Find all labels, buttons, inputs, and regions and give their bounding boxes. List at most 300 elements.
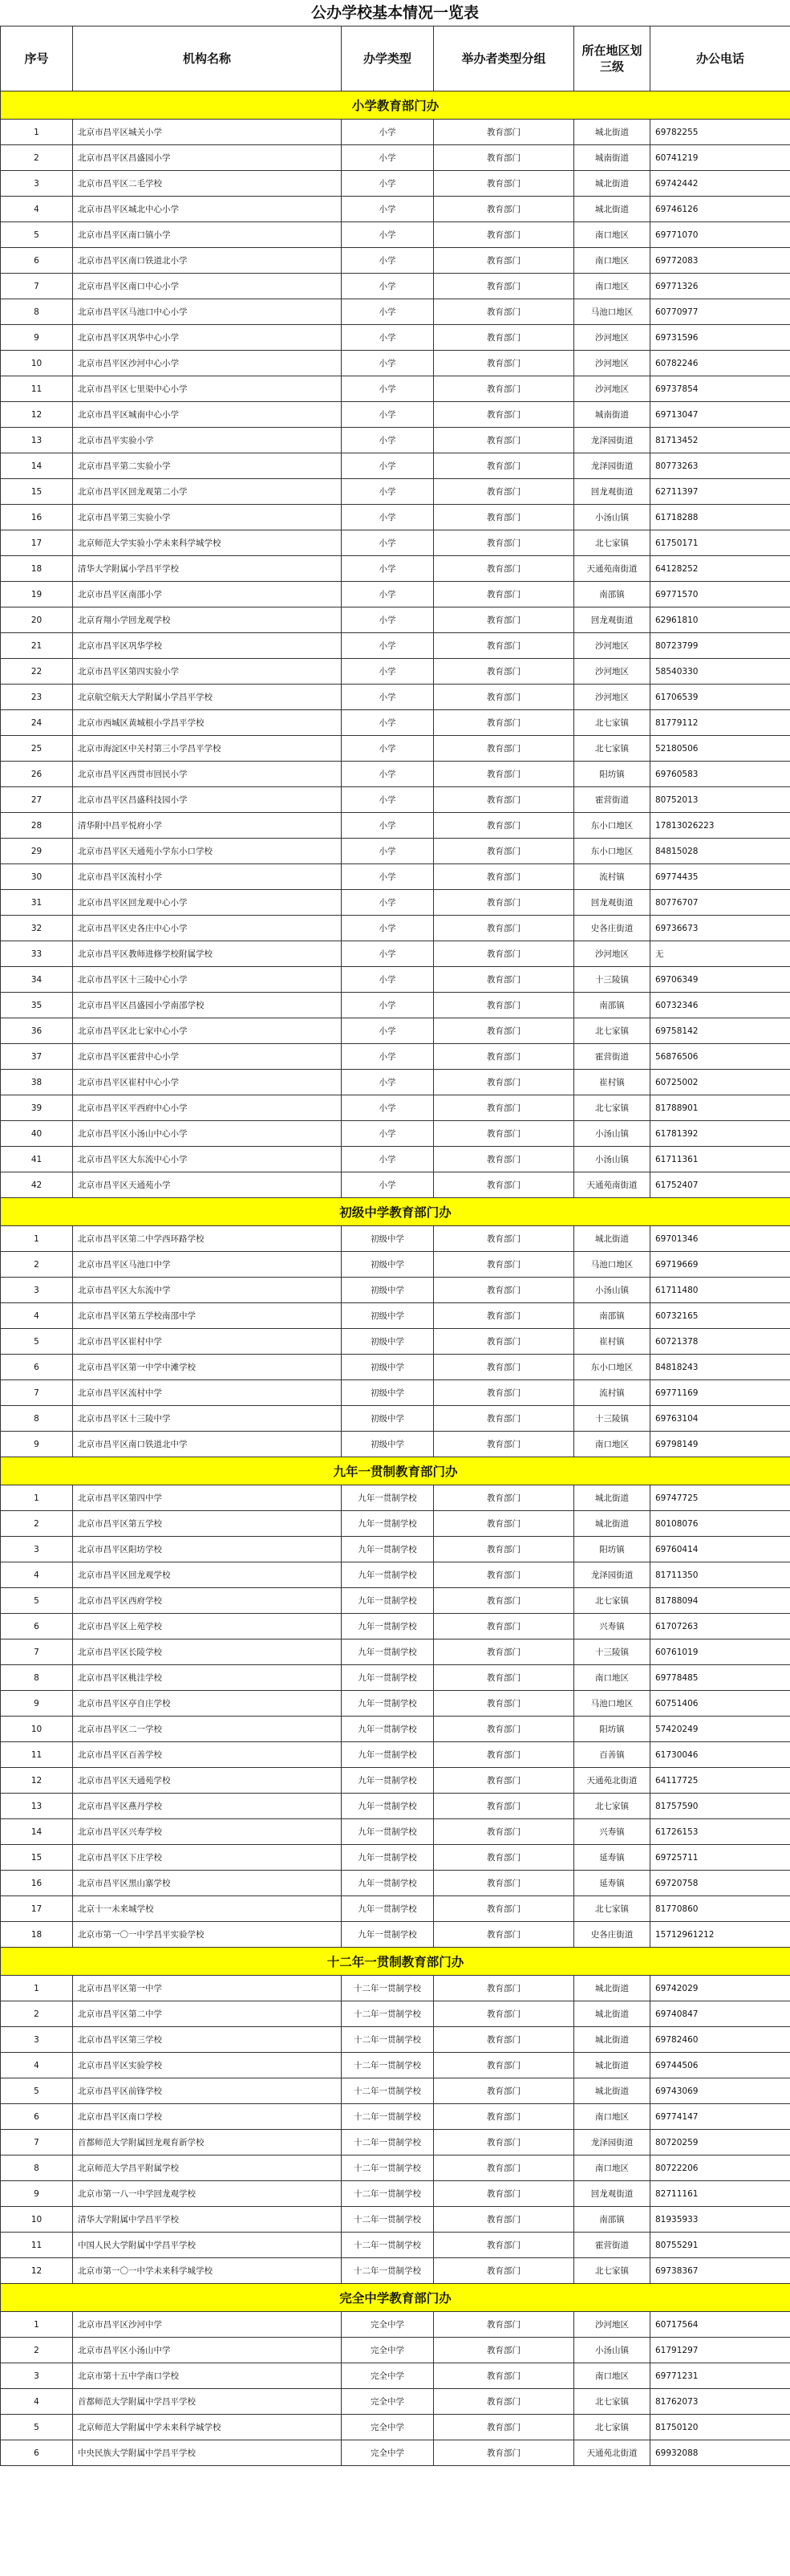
table-row: [1, 1070, 790, 1095]
cell-index: 13: [1, 428, 73, 453]
cell-phone: 52180506: [650, 736, 790, 762]
cell-school-type: 小学: [342, 685, 434, 710]
cell-school-type: 小学: [342, 993, 434, 1018]
cell-index: 17: [1, 530, 73, 556]
table-row: [1, 1095, 790, 1121]
cell-index: 10: [1, 2207, 73, 2233]
cell-district: 回龙观街道: [574, 890, 650, 916]
cell-organizer-group: 教育部门: [434, 1252, 574, 1278]
cell-organizer-group: 教育部门: [434, 1095, 574, 1121]
cell-phone: 69736673: [650, 916, 790, 941]
table-row: [1, 2078, 790, 2104]
cell-org-name: 北京市昌平区西贯市回民小学: [73, 762, 342, 787]
cell-org-name: 北京市昌平区城关小学: [73, 120, 342, 145]
cell-org-name: 北京市昌平区南口镇小学: [73, 222, 342, 248]
cell-organizer-group: 教育部门: [434, 1794, 574, 1819]
cell-org-name: 北京市第一〇一中学未来科学城学校: [73, 2258, 342, 2284]
cell-org-name: 北京市昌平区南口中心小学: [73, 274, 342, 299]
cell-district: 城北街道: [574, 171, 650, 197]
cell-district: 南邵镇: [574, 582, 650, 607]
cell-organizer-group: 教育部门: [434, 2181, 574, 2207]
cell-organizer-group: 教育部门: [434, 916, 574, 941]
cell-school-type: 小学: [342, 659, 434, 685]
cell-school-type: 十二年一贯制学校: [342, 2078, 434, 2104]
table-row: [1, 916, 790, 941]
table-row: [1, 1432, 790, 1457]
cell-district: 城北街道: [574, 1485, 650, 1511]
table-row: [1, 1355, 790, 1380]
table-row: [1, 1976, 790, 2001]
cell-phone: 81750120: [650, 2415, 790, 2440]
table-row: [1, 839, 790, 864]
cell-org-name: 北京市昌平区小汤山中心小学: [73, 1121, 342, 1147]
cell-school-type: 小学: [342, 1044, 434, 1070]
cell-index: 17: [1, 1896, 73, 1922]
cell-school-type: 小学: [342, 967, 434, 993]
table-row: [1, 2440, 790, 2466]
cell-organizer-group: 教育部门: [434, 556, 574, 582]
cell-district: 延寿镇: [574, 1871, 650, 1896]
table-row: [1, 582, 790, 607]
table-row: [1, 453, 790, 479]
section-header-row: [1, 2284, 790, 2312]
cell-index: 23: [1, 685, 73, 710]
cell-school-type: 九年一贯制学校: [342, 1511, 434, 1537]
table-row: [1, 1278, 790, 1303]
cell-index: 5: [1, 1588, 73, 1614]
cell-district: 沙河地区: [574, 351, 650, 376]
cell-district: 城北街道: [574, 1976, 650, 2001]
cell-school-type: 九年一贯制学校: [342, 1742, 434, 1768]
cell-phone: 15712961212: [650, 1922, 790, 1948]
header-org-name: 机构名称: [73, 26, 342, 91]
cell-district: 十三陵镇: [574, 1639, 650, 1665]
cell-organizer-group: 教育部门: [434, 1896, 574, 1922]
cell-phone: 60717564: [650, 2312, 790, 2338]
cell-organizer-group: 教育部门: [434, 1303, 574, 1329]
cell-phone: 69763104: [650, 1406, 790, 1432]
cell-school-type: 九年一贯制学校: [342, 1717, 434, 1742]
table-row: [1, 556, 790, 582]
cell-school-type: 小学: [342, 145, 434, 171]
table-row: [1, 428, 790, 453]
cell-organizer-group: 教育部门: [434, 1226, 574, 1252]
table-row: [1, 967, 790, 993]
cell-phone: 无: [650, 941, 790, 967]
cell-org-name: 北京市昌平区燕丹学校: [73, 1794, 342, 1819]
cell-org-name: 北京市昌平区兴寿学校: [73, 1819, 342, 1845]
cell-phone: 69771326: [650, 274, 790, 299]
cell-school-type: 小学: [342, 222, 434, 248]
cell-org-name: 北京市昌平区第五学校南邵中学: [73, 1303, 342, 1329]
cell-index: 4: [1, 1562, 73, 1588]
cell-district: 北七家镇: [574, 710, 650, 736]
cell-district: 十三陵镇: [574, 967, 650, 993]
table-row: [1, 864, 790, 890]
cell-index: 3: [1, 2363, 73, 2389]
cell-phone: 80108076: [650, 1511, 790, 1537]
cell-district: 霍营街道: [574, 2233, 650, 2258]
header-index: 序号: [1, 26, 73, 91]
cell-org-name: 北京市昌平区马池口中心小学: [73, 299, 342, 325]
cell-organizer-group: 教育部门: [434, 171, 574, 197]
cell-district: 城北街道: [574, 2078, 650, 2104]
table-row: [1, 1896, 790, 1922]
table-row: [1, 787, 790, 813]
table-row: [1, 2312, 790, 2338]
cell-organizer-group: 教育部门: [434, 2078, 574, 2104]
cell-index: 14: [1, 453, 73, 479]
cell-district: 崔村镇: [574, 1070, 650, 1095]
table-row: [1, 2258, 790, 2284]
cell-organizer-group: 教育部门: [434, 1691, 574, 1717]
section-header-row: [1, 1948, 790, 1976]
cell-phone: 69701346: [650, 1226, 790, 1252]
cell-district: 流村镇: [574, 864, 650, 890]
cell-district: 兴寿镇: [574, 1819, 650, 1845]
cell-index: 2: [1, 1511, 73, 1537]
cell-organizer-group: 教育部门: [434, 197, 574, 222]
cell-index: 24: [1, 710, 73, 736]
cell-phone: 61750171: [650, 530, 790, 556]
cell-phone: 69774435: [650, 864, 790, 890]
table-row: [1, 505, 790, 530]
table-row: [1, 607, 790, 633]
cell-district: 东小口地区: [574, 1355, 650, 1380]
cell-index: 37: [1, 1044, 73, 1070]
cell-org-name: 北京市第十五中学南口学校: [73, 2363, 342, 2389]
cell-school-type: 小学: [342, 890, 434, 916]
cell-org-name: 北京市昌平区回龙观中心小学: [73, 890, 342, 916]
cell-index: 13: [1, 1794, 73, 1819]
table-row: [1, 2155, 790, 2181]
cell-phone: 17813026223: [650, 813, 790, 839]
cell-school-type: 九年一贯制学校: [342, 1845, 434, 1871]
cell-organizer-group: 教育部门: [434, 145, 574, 171]
cell-index: 1: [1, 1226, 73, 1252]
table-row: [1, 941, 790, 967]
cell-organizer-group: 教育部门: [434, 120, 574, 145]
table-row: [1, 1172, 790, 1198]
cell-phone: 81762073: [650, 2389, 790, 2415]
cell-organizer-group: 教育部门: [434, 1742, 574, 1768]
cell-organizer-group: 教育部门: [434, 479, 574, 505]
cell-school-type: 小学: [342, 299, 434, 325]
cell-school-type: 九年一贯制学校: [342, 1614, 434, 1639]
cell-phone: 62711397: [650, 479, 790, 505]
cell-organizer-group: 教育部门: [434, 1717, 574, 1742]
cell-school-type: 小学: [342, 633, 434, 659]
cell-district: 沙河地区: [574, 941, 650, 967]
cell-index: 4: [1, 197, 73, 222]
cell-org-name: 北京市昌平区南邵小学: [73, 582, 342, 607]
cell-phone: 81713452: [650, 428, 790, 453]
cell-index: 9: [1, 2181, 73, 2207]
cell-school-type: 小学: [342, 325, 434, 351]
header-organizer-group: 举办者类型分组: [434, 26, 574, 91]
table-row: [1, 197, 790, 222]
cell-phone: 60782246: [650, 351, 790, 376]
cell-phone: 62961810: [650, 607, 790, 633]
cell-school-type: 九年一贯制学校: [342, 1768, 434, 1794]
cell-phone: 69771570: [650, 582, 790, 607]
cell-organizer-group: 教育部门: [434, 1380, 574, 1406]
cell-organizer-group: 教育部门: [434, 2312, 574, 2338]
cell-phone: 60721378: [650, 1329, 790, 1355]
cell-org-name: 北京市昌平实验小学: [73, 428, 342, 453]
cell-org-name: 北京市昌平区大东流中学: [73, 1278, 342, 1303]
cell-phone: 61711480: [650, 1278, 790, 1303]
cell-org-name: 北京市昌平区桃洼学校: [73, 1665, 342, 1691]
cell-index: 5: [1, 222, 73, 248]
cell-school-type: 十二年一贯制学校: [342, 2027, 434, 2053]
cell-index: 6: [1, 248, 73, 274]
cell-organizer-group: 教育部门: [434, 762, 574, 787]
table-row: [1, 685, 790, 710]
table-row: [1, 1018, 790, 1044]
cell-org-name: 北京市昌平区教师进修学校附属学校: [73, 941, 342, 967]
cell-organizer-group: 教育部门: [434, 607, 574, 633]
cell-phone: 69760583: [650, 762, 790, 787]
cell-district: 南口地区: [574, 2363, 650, 2389]
cell-org-name: 北京市昌平区霍营中心小学: [73, 1044, 342, 1070]
cell-school-type: 完全中学: [342, 2312, 434, 2338]
cell-index: 15: [1, 479, 73, 505]
cell-organizer-group: 教育部门: [434, 530, 574, 556]
cell-index: 5: [1, 1329, 73, 1355]
table-row: [1, 171, 790, 197]
cell-org-name: 北京市昌平区上苑学校: [73, 1614, 342, 1639]
cell-organizer-group: 教育部门: [434, 1588, 574, 1614]
cell-school-type: 小学: [342, 864, 434, 890]
cell-district: 阳坊镇: [574, 1537, 650, 1562]
table-row: [1, 2389, 790, 2415]
table-row: [1, 2027, 790, 2053]
table-row: [1, 351, 790, 376]
cell-school-type: 完全中学: [342, 2363, 434, 2389]
table-row: [1, 1406, 790, 1432]
cell-index: 20: [1, 607, 73, 633]
cell-organizer-group: 教育部门: [434, 1562, 574, 1588]
cell-phone: 61791297: [650, 2338, 790, 2363]
cell-organizer-group: 教育部门: [434, 1614, 574, 1639]
cell-district: 北七家镇: [574, 736, 650, 762]
cell-index: 7: [1, 1639, 73, 1665]
cell-index: 8: [1, 299, 73, 325]
table-row: [1, 1588, 790, 1614]
cell-school-type: 十二年一贯制学校: [342, 2155, 434, 2181]
cell-phone: 60725002: [650, 1070, 790, 1095]
cell-org-name: 清华大学附属小学昌平学校: [73, 556, 342, 582]
cell-organizer-group: 教育部门: [434, 1044, 574, 1070]
cell-org-name: 北京市昌平区崔村中心小学: [73, 1070, 342, 1095]
cell-school-type: 小学: [342, 197, 434, 222]
cell-district: 天通苑北街道: [574, 1768, 650, 1794]
table-row: [1, 222, 790, 248]
cell-phone: 81788901: [650, 1095, 790, 1121]
cell-organizer-group: 教育部门: [434, 710, 574, 736]
cell-school-type: 十二年一贯制学校: [342, 1976, 434, 2001]
section-title: 十二年一贯制教育部门办: [1, 1948, 790, 1976]
cell-index: 9: [1, 1691, 73, 1717]
cell-index: 31: [1, 890, 73, 916]
table-row: [1, 1511, 790, 1537]
cell-school-type: 小学: [342, 530, 434, 556]
cell-index: 16: [1, 1871, 73, 1896]
cell-phone: 69771231: [650, 2363, 790, 2389]
cell-organizer-group: 教育部门: [434, 222, 574, 248]
cell-org-name: 首都师范大学附属中学昌平学校: [73, 2389, 342, 2415]
table-row: [1, 299, 790, 325]
cell-organizer-group: 教育部门: [434, 325, 574, 351]
cell-org-name: 北京市第一〇一中学昌平实验学校: [73, 1922, 342, 1948]
table-row: [1, 2233, 790, 2258]
cell-index: 11: [1, 376, 73, 402]
cell-district: 回龙观街道: [574, 479, 650, 505]
cell-organizer-group: 教育部门: [434, 2338, 574, 2363]
school-table: [0, 26, 790, 2466]
cell-org-name: 北京市西城区黄城根小学昌平学校: [73, 710, 342, 736]
cell-index: 3: [1, 171, 73, 197]
cell-organizer-group: 教育部门: [434, 1070, 574, 1095]
cell-phone: 69778485: [650, 1665, 790, 1691]
header-phone: 办公电话: [650, 26, 790, 91]
cell-district: 史各庄街道: [574, 916, 650, 941]
cell-organizer-group: 教育部门: [434, 1406, 574, 1432]
section-header-row: [1, 91, 790, 120]
cell-index: 18: [1, 556, 73, 582]
cell-district: 崔村镇: [574, 1329, 650, 1355]
cell-phone: 69725711: [650, 1845, 790, 1871]
table-row: [1, 2207, 790, 2233]
cell-district: 北七家镇: [574, 1588, 650, 1614]
cell-index: 11: [1, 2233, 73, 2258]
cell-org-name: 北京市昌平区二毛学校: [73, 171, 342, 197]
table-row: [1, 1303, 790, 1329]
table-row: [1, 993, 790, 1018]
cell-org-name: 北京市昌平区第二中学: [73, 2001, 342, 2027]
cell-district: 沙河地区: [574, 376, 650, 402]
table-row: [1, 1485, 790, 1511]
cell-phone: 69742442: [650, 171, 790, 197]
cell-district: 天通苑南街道: [574, 1172, 650, 1198]
cell-organizer-group: 教育部门: [434, 582, 574, 607]
cell-org-name: 北京市昌平区第四实验小学: [73, 659, 342, 685]
cell-district: 北七家镇: [574, 2389, 650, 2415]
cell-school-type: 完全中学: [342, 2338, 434, 2363]
table-row: [1, 1226, 790, 1252]
cell-school-type: 十二年一贯制学校: [342, 2258, 434, 2284]
cell-phone: 81711350: [650, 1562, 790, 1588]
cell-school-type: 小学: [342, 402, 434, 428]
cell-school-type: 九年一贯制学校: [342, 1639, 434, 1665]
cell-index: 4: [1, 2389, 73, 2415]
cell-index: 8: [1, 1665, 73, 1691]
cell-organizer-group: 教育部门: [434, 1511, 574, 1537]
cell-index: 3: [1, 2027, 73, 2053]
cell-org-name: 北京师范大学昌平附属学校: [73, 2155, 342, 2181]
cell-organizer-group: 教育部门: [434, 1329, 574, 1355]
cell-org-name: 北京市昌平区西府学校: [73, 1588, 342, 1614]
cell-phone: 69771169: [650, 1380, 790, 1406]
cell-phone: 60732165: [650, 1303, 790, 1329]
cell-district: 南口地区: [574, 274, 650, 299]
cell-district: 小汤山镇: [574, 1278, 650, 1303]
cell-school-type: 九年一贯制学校: [342, 1537, 434, 1562]
cell-district: 城北街道: [574, 2001, 650, 2027]
cell-school-type: 小学: [342, 916, 434, 941]
cell-org-name: 北京市昌平区下庄学校: [73, 1845, 342, 1871]
cell-org-name: 北京市昌平区沙河中学: [73, 2312, 342, 2338]
cell-school-type: 九年一贯制学校: [342, 1485, 434, 1511]
section-header-row: [1, 1198, 790, 1226]
table-row: [1, 1252, 790, 1278]
cell-index: 3: [1, 1537, 73, 1562]
cell-phone: 69737854: [650, 376, 790, 402]
cell-index: 2: [1, 2001, 73, 2027]
cell-index: 6: [1, 2104, 73, 2130]
cell-index: 5: [1, 2415, 73, 2440]
cell-phone: 69743069: [650, 2078, 790, 2104]
cell-org-name: 北京市昌平区第一中学: [73, 1976, 342, 2001]
cell-organizer-group: 教育部门: [434, 941, 574, 967]
cell-organizer-group: 教育部门: [434, 402, 574, 428]
cell-school-type: 十二年一贯制学校: [342, 2130, 434, 2155]
cell-school-type: 小学: [342, 1172, 434, 1198]
table-row: [1, 710, 790, 736]
cell-org-name: 北京市昌平区昌盛科技园小学: [73, 787, 342, 813]
cell-phone: 61707263: [650, 1614, 790, 1639]
cell-phone: 69738367: [650, 2258, 790, 2284]
cell-district: 东小口地区: [574, 813, 650, 839]
cell-district: 城北街道: [574, 2053, 650, 2078]
cell-index: 16: [1, 505, 73, 530]
cell-phone: 81770860: [650, 1896, 790, 1922]
cell-school-type: 小学: [342, 1147, 434, 1172]
cell-district: 龙泽园街道: [574, 428, 650, 453]
cell-district: 马池口地区: [574, 299, 650, 325]
cell-org-name: 北京市昌平区城北中心小学: [73, 197, 342, 222]
cell-index: 33: [1, 941, 73, 967]
cell-district: 北七家镇: [574, 1018, 650, 1044]
cell-org-name: 北京市昌平区第三学校: [73, 2027, 342, 2053]
cell-organizer-group: 教育部门: [434, 1147, 574, 1172]
cell-organizer-group: 教育部门: [434, 1278, 574, 1303]
cell-index: 1: [1, 1976, 73, 2001]
table-row: [1, 2363, 790, 2389]
cell-index: 2: [1, 1252, 73, 1278]
header-school-type: 办学类型: [342, 26, 434, 91]
cell-phone: 60732346: [650, 993, 790, 1018]
cell-organizer-group: 教育部门: [434, 839, 574, 864]
cell-school-type: 九年一贯制学校: [342, 1665, 434, 1691]
cell-school-type: 完全中学: [342, 2415, 434, 2440]
cell-index: 12: [1, 402, 73, 428]
cell-district: 南邵镇: [574, 993, 650, 1018]
cell-phone: 69719669: [650, 1252, 790, 1278]
cell-org-name: 中央民族大学附属中学昌平学校: [73, 2440, 342, 2466]
table-row: [1, 1147, 790, 1172]
cell-org-name: 北京市昌平区南口学校: [73, 2104, 342, 2130]
cell-org-name: 北京师范大学实验小学未来科学城学校: [73, 530, 342, 556]
cell-org-name: 北京市昌平区七里渠中心小学: [73, 376, 342, 402]
cell-district: 回龙观街道: [574, 607, 650, 633]
cell-school-type: 初级中学: [342, 1226, 434, 1252]
cell-phone: 69771070: [650, 222, 790, 248]
cell-org-name: 北京市昌平区长陵学校: [73, 1639, 342, 1665]
table-row: [1, 1665, 790, 1691]
cell-district: 小汤山镇: [574, 2338, 650, 2363]
